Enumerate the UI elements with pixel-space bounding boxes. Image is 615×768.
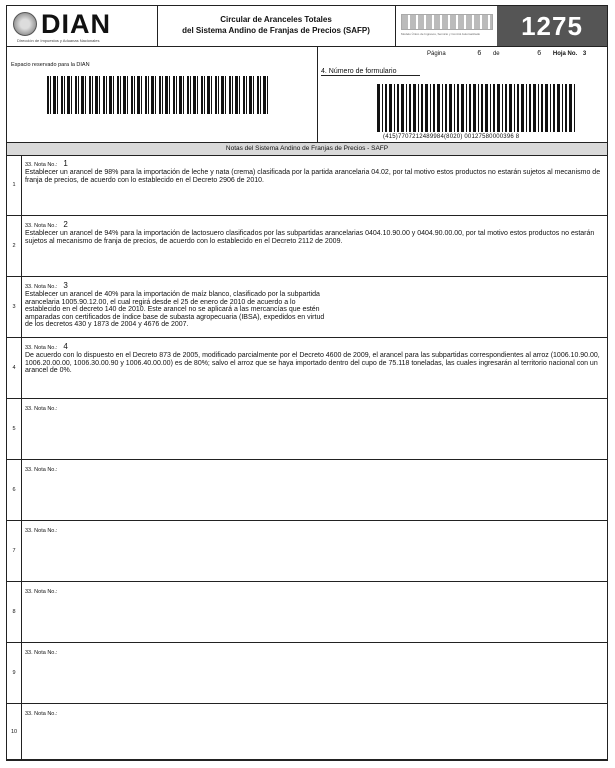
note-label: 33. Nota No.: [25, 284, 58, 290]
hoja-value: 3 [582, 51, 587, 57]
note-index: 7 [7, 521, 22, 581]
note-index: 5 [7, 399, 22, 459]
note-label: 33. Nota No.: [25, 162, 58, 168]
note-index: 6 [7, 460, 22, 520]
dian-barcode [47, 76, 269, 114]
pagina-value: 6 [477, 50, 482, 57]
de-label: de [492, 51, 500, 57]
note-header [25, 220, 68, 229]
note-label: 33. Nota No.: [25, 345, 58, 351]
seal-icon [13, 12, 37, 36]
note-index: 9 [7, 643, 22, 703]
note-row [7, 216, 607, 277]
note-row [7, 460, 607, 521]
note-index: 10 [7, 704, 22, 759]
de-value: 6 [537, 50, 542, 57]
dian-logo: DIAN [41, 9, 111, 39]
note-index: 4 [7, 338, 22, 398]
form-barcode [377, 84, 577, 132]
note-header [25, 525, 63, 534]
barcode-text: (415)7707212489984(8020) 00127580000396 8 [383, 134, 520, 140]
note-text: Establecer un arancel de 98% para la importación de leche y nata (crema) clasificada por la partida arancelaria 04.02, por tal motivo estos productos no estarán sujetos al mecanismo de franja de precios, de acuerdo con lo establecido en el Decreto 2906 de 2010. [25, 169, 601, 184]
note-row [7, 521, 607, 582]
note-label: 33. Nota No.: [25, 589, 58, 595]
note-header [25, 586, 63, 595]
pagina-label: Página [427, 51, 446, 57]
section-title: Notas del Sistema Andino de Franjas de Precios - SAFP [7, 142, 607, 156]
note-row [7, 704, 607, 760]
note-label: 33. Nota No.: [25, 223, 58, 229]
form-1275 [6, 5, 608, 761]
note-header [25, 708, 63, 717]
reserved-label: Espacio reservado para la DIAN [11, 62, 90, 68]
note-number: 1 [63, 159, 68, 168]
note-label: 33. Nota No.: [25, 528, 58, 534]
note-row [7, 643, 607, 704]
note-text: Establecer un arancel de 40% para la importación de maíz blanco, clasificado por la subpartida arancelaria 1005.90.12.00, el cual regirá desde el 25 de enero de 2010 de acuerdo a lo establecido en el decreto 140 de 2010. Este arancel no se aplicará a las mercancías que estén amparadas con certificados de índice base de subasta agropecuaria (IBSA), expedidos en virtud de los decretos 430 y 1873 de 2004 y 4676 de 2007. [25, 291, 325, 328]
note-row [7, 277, 607, 338]
note-label: 33. Nota No.: [25, 406, 58, 412]
note-label: 33. Nota No.: [25, 650, 58, 656]
note-header [25, 342, 68, 351]
form-code: 1275 [497, 6, 607, 46]
dian-logo-block [7, 6, 158, 46]
form-title [157, 6, 396, 46]
note-header [25, 464, 63, 473]
form-header [7, 6, 607, 47]
note-header [25, 403, 63, 412]
note-header [25, 281, 68, 290]
note-row [7, 582, 607, 643]
note-index: 3 [7, 277, 22, 337]
note-index: 1 [7, 155, 22, 215]
note-row [7, 399, 607, 460]
note-text: De acuerdo con lo dispuesto en el Decreto 873 de 2005, modificado parcialmente por el Decreto 4600 de 2009, el arancel para las subpartidas correspondientes al arroz (1006.10.90.00, 1006.20.00.00, 1006.30.00.90 y 1006.40.00.00) es de 80%; salvo el arroz que se haya importado dentro del cupo de 75.118 toneladas, las cuales ingresarán al territorio nacional con un arancel de 0%. [25, 352, 600, 374]
note-number: 3 [63, 281, 68, 290]
note-header [25, 647, 63, 656]
muisca-logo-block [395, 6, 498, 46]
note-row [7, 338, 607, 399]
note-index: 8 [7, 582, 22, 642]
title-line-2: del Sistema Andino de Franjas de Precios (SAFP) [182, 26, 370, 35]
reserved-area [7, 46, 318, 142]
note-text: Establecer un arancel de 94% para la importación de lactosuero clasificados por las subpartidas arancelarias 0404.10.90.00 y 0404.90.00.00, por tal motivo estos productos no estarán sujetos al mecanismo de franja de precios, de acuerdo con lo establecido en el Decreto 2112 de 2009. [25, 230, 595, 245]
note-label: 33. Nota No.: [25, 467, 58, 473]
dian-logo-subtitle: Dirección de Impuestos y Aduanas Nacionales [17, 38, 100, 43]
note-row [7, 155, 607, 216]
note-number: 2 [63, 220, 68, 229]
title-line-1: Circular de Aranceles Totales [220, 15, 332, 24]
note-header [25, 159, 68, 168]
note-number: 4 [63, 342, 68, 351]
muisca-logo [401, 14, 493, 30]
muisca-subtitle: Modelo Único de Ingresos, Servicio y Control Automatizado [401, 32, 481, 36]
form-number-area [317, 62, 607, 142]
page-info [427, 50, 586, 57]
note-index: 2 [7, 216, 22, 276]
note-label: 33. Nota No.: [25, 711, 58, 717]
hoja-label: Hoja No. [552, 51, 578, 57]
form-number-label: 4. Número de formulario [321, 68, 420, 76]
